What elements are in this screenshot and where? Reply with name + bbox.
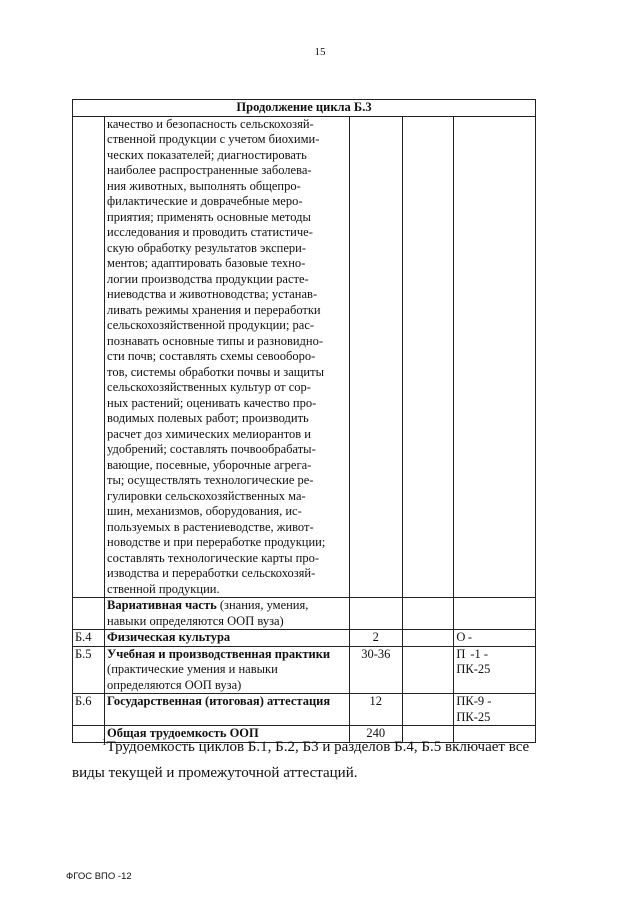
description-line: исследования и проводить статистиче- — [107, 225, 313, 239]
variative-row — [73, 598, 536, 630]
row-credits: 12 — [349, 694, 402, 726]
row-code: Б.6 — [73, 694, 105, 726]
footnote-continuation: виды текущей и промежуточной аттестаций. — [72, 765, 358, 781]
curriculum-table — [72, 99, 536, 743]
description-line: сти почв; составлять схемы севооборо- — [107, 349, 316, 363]
variative-text: (знания, умения, навыки определяются ООП вуза) — [107, 598, 309, 628]
row-credits: 2 — [349, 630, 402, 647]
table-row — [73, 630, 536, 647]
description-line: филактические и доврачебные меро- — [107, 194, 303, 208]
document-footer: ФГОС ВПО -12 — [66, 871, 132, 882]
table-row — [73, 694, 536, 726]
empty-disciplines-cell — [402, 630, 454, 647]
table-header: Продолжение цикла Б.3 — [73, 100, 536, 117]
description-line: наиболее распространенные заболева- — [107, 163, 312, 177]
empty-credits-cell — [349, 116, 402, 598]
description-line: ты; осуществлять технологические ре- — [107, 473, 314, 487]
row-competencies: ПК-9 - ПК-25 — [454, 694, 536, 726]
footnote-text: Трудоемкость циклов Б.1, Б.2, Б3 и разделов Б.4, Б.5 включает все — [106, 739, 530, 755]
empty-disciplines-cell — [402, 598, 454, 630]
description-line: тов, системы обработки почвы и защиты — [107, 364, 324, 379]
empty-disciplines-cell — [402, 694, 454, 726]
row-name-text: Государственная (итоговая) аттестация — [107, 694, 331, 708]
description-cell — [105, 116, 350, 598]
description-line: гулировки сельскохозяйственных ма- — [107, 488, 306, 503]
footnote — [102, 733, 554, 756]
description-line: ственной продукции. — [107, 581, 220, 596]
description-line: ния животных, выполнять общепро- — [107, 178, 301, 193]
description-line: сельскохозяйственных культур от сор- — [107, 380, 311, 394]
description-line: изводства и переработки сельскохозяй- — [107, 566, 316, 580]
description-line: познавать основные типы и разновидно- — [107, 333, 324, 348]
variative-title: Вариативная часть — [107, 598, 217, 612]
description-line: составлять технологические карты про- — [107, 550, 320, 565]
total-credits: 240 — [349, 726, 402, 743]
empty-code-cell — [73, 598, 105, 630]
footnote-marker: 1 — [102, 737, 107, 747]
description-line: пользуемых в растениеводстве, живот- — [107, 519, 314, 534]
row-name — [105, 646, 350, 694]
row-code: Б.5 — [73, 646, 105, 694]
description-line: ческих показателей; диагностировать — [107, 147, 307, 162]
description-line: новодстве и при переработке продукции; — [107, 535, 326, 549]
empty-code-cell — [73, 726, 105, 743]
description-row — [73, 116, 536, 598]
row-competencies: П ‑1 - ПК-25 — [454, 646, 536, 694]
table-header-row — [73, 100, 536, 117]
row-credits: 30-36 — [349, 646, 402, 694]
total-name-text: Общая трудоемкость ООП — [107, 726, 259, 740]
table-row — [73, 646, 536, 694]
page-number: 15 — [314, 46, 326, 58]
empty-competencies-cell — [454, 116, 536, 598]
empty-disciplines-cell — [402, 646, 454, 694]
empty-credits-cell — [349, 598, 402, 630]
row-note: (практические умения и навыки определяются ООП вуза) — [107, 662, 278, 692]
description-line: водимых полевых работ; производить — [107, 411, 309, 425]
row-name — [105, 694, 350, 726]
empty-competencies-cell — [454, 598, 536, 630]
description-line: ливать режимы хранения и переработки — [107, 302, 321, 317]
description-line: логии производства продукции расте- — [107, 271, 309, 286]
variative-cell — [105, 598, 350, 630]
row-name-text: Учебная и производственная практики — [107, 646, 331, 661]
description-line: ниеводства и животноводства; устанав- — [107, 287, 318, 301]
description-line: качество и безопасность сельскохозяй- — [107, 116, 314, 131]
description-line: ственной продукции с учетом биохими- — [107, 132, 320, 146]
description-line: ных растений; оценивать качество про- — [107, 395, 317, 410]
description-line: ментов; адаптировать базовые техно- — [107, 256, 306, 270]
row-code: Б.4 — [73, 630, 105, 647]
empty-code-cell — [73, 116, 105, 598]
description-line: расчет доз химических мелиорантов и — [107, 426, 311, 441]
row-competencies: О ‑ — [454, 630, 536, 647]
row-name — [105, 630, 350, 647]
empty-disciplines-cell — [402, 116, 454, 598]
description-line: приятия; применять основные методы — [107, 209, 311, 224]
description-line: шин, механизмов, оборудования, ис- — [107, 504, 302, 518]
description-line: вающие, посевные, уборочные агрега- — [107, 457, 312, 472]
description-line: удобрений; составлять почвообрабаты- — [107, 442, 316, 456]
description-line: скую обработку результатов экспери- — [107, 240, 306, 255]
description-line: сельскохозяйственной продукции; рас- — [107, 318, 315, 332]
row-name-text: Физическая культура — [107, 630, 231, 644]
